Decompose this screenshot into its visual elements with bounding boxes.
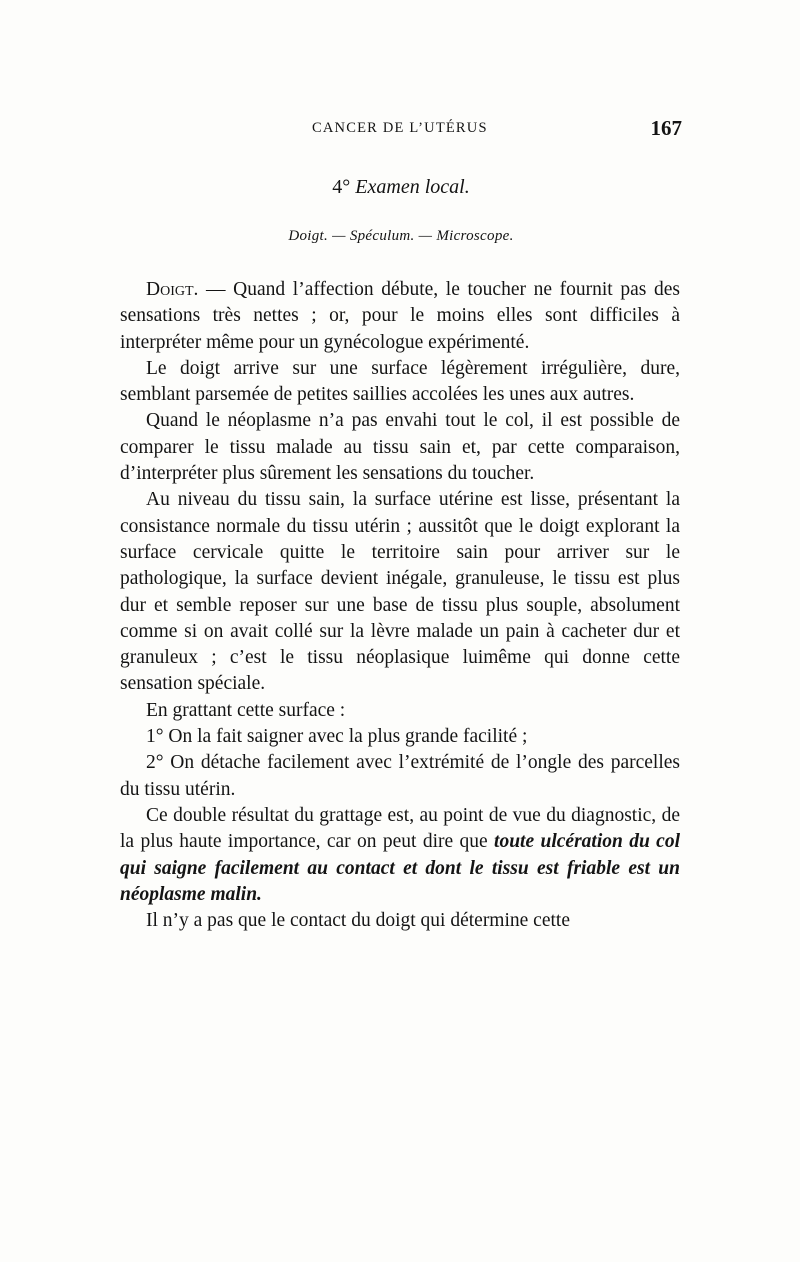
section-subtitle: Doigt. — Spéculum. — Microscope. bbox=[288, 228, 514, 244]
paragraph-4: Au niveau du tissu sain, la surface utérine est lisse, présentant la consistance normale du tissu utérin ; aussitôt que le doigt explorant la surface cervicale quitte le territoire sain pour arriver sur le pathologique, la surface devient inégale, granuleuse, le tissu est plus dur et semble reposer sur une base de tissu plus souple, absolument comme si on avait collé sur la lèvre malade un pain à cacheter dur et granuleux ; c’est le tissu néoplasique luimême qui donne cette sensation spéciale. bbox=[120, 489, 680, 695]
page-number: 167 bbox=[650, 116, 682, 140]
paragraph-6: 1° On la fait saigner avec la plus grande facilité ; bbox=[146, 726, 528, 748]
running-title: CANCER DE L’UTÉRUS bbox=[312, 120, 488, 136]
paragraph-1-text: — Quand l’affection débute, le toucher ne fournit pas des sensations très nettes ; or, pour le moins elles sont difficiles à interpréter même pour un gynécologue expérimenté. bbox=[120, 279, 680, 353]
paragraph-3: Quand le néoplasme n’a pas envahi tout le col, il est possible de comparer le tissu malade au tissu sain et, par cette comparaison, d’interpréter plus sûrement les sensations du toucher. bbox=[120, 410, 680, 485]
paragraph-8 bbox=[120, 803, 680, 908]
paragraph-8-emphasis: toute ulcération du col qui saigne facilement au contact et dont le tissu est friable est un néoplasme malin. bbox=[120, 831, 680, 905]
paragraph-8-text: Ce double résultat du grattage est, au point de vue du diagnostic, de la plus haute importance, car on peut dire que bbox=[120, 804, 680, 853]
body-text bbox=[120, 277, 680, 934]
section-title: Examen local. bbox=[355, 176, 470, 198]
running-head bbox=[120, 116, 682, 142]
paragraph-7: 2° On détache facilement avec l’extrémité de l’ongle des parcelles du tissu utérin. bbox=[120, 752, 680, 800]
section-number: 4° bbox=[332, 176, 351, 198]
paragraph-1 bbox=[120, 277, 680, 356]
paragraph-2: Le doigt arrive sur une surface légèrement irrégulière, dure, semblant parsemée de petites saillies accolées les unes aux autres. bbox=[120, 357, 680, 406]
paragraph-9: Il n’y a pas que le contact du doigt qui détermine cette bbox=[146, 910, 570, 932]
paragraph-5: En grattant cette surface : bbox=[146, 699, 346, 721]
section-heading bbox=[120, 176, 682, 199]
paragraph-lead-word: Doigt. bbox=[146, 279, 199, 300]
